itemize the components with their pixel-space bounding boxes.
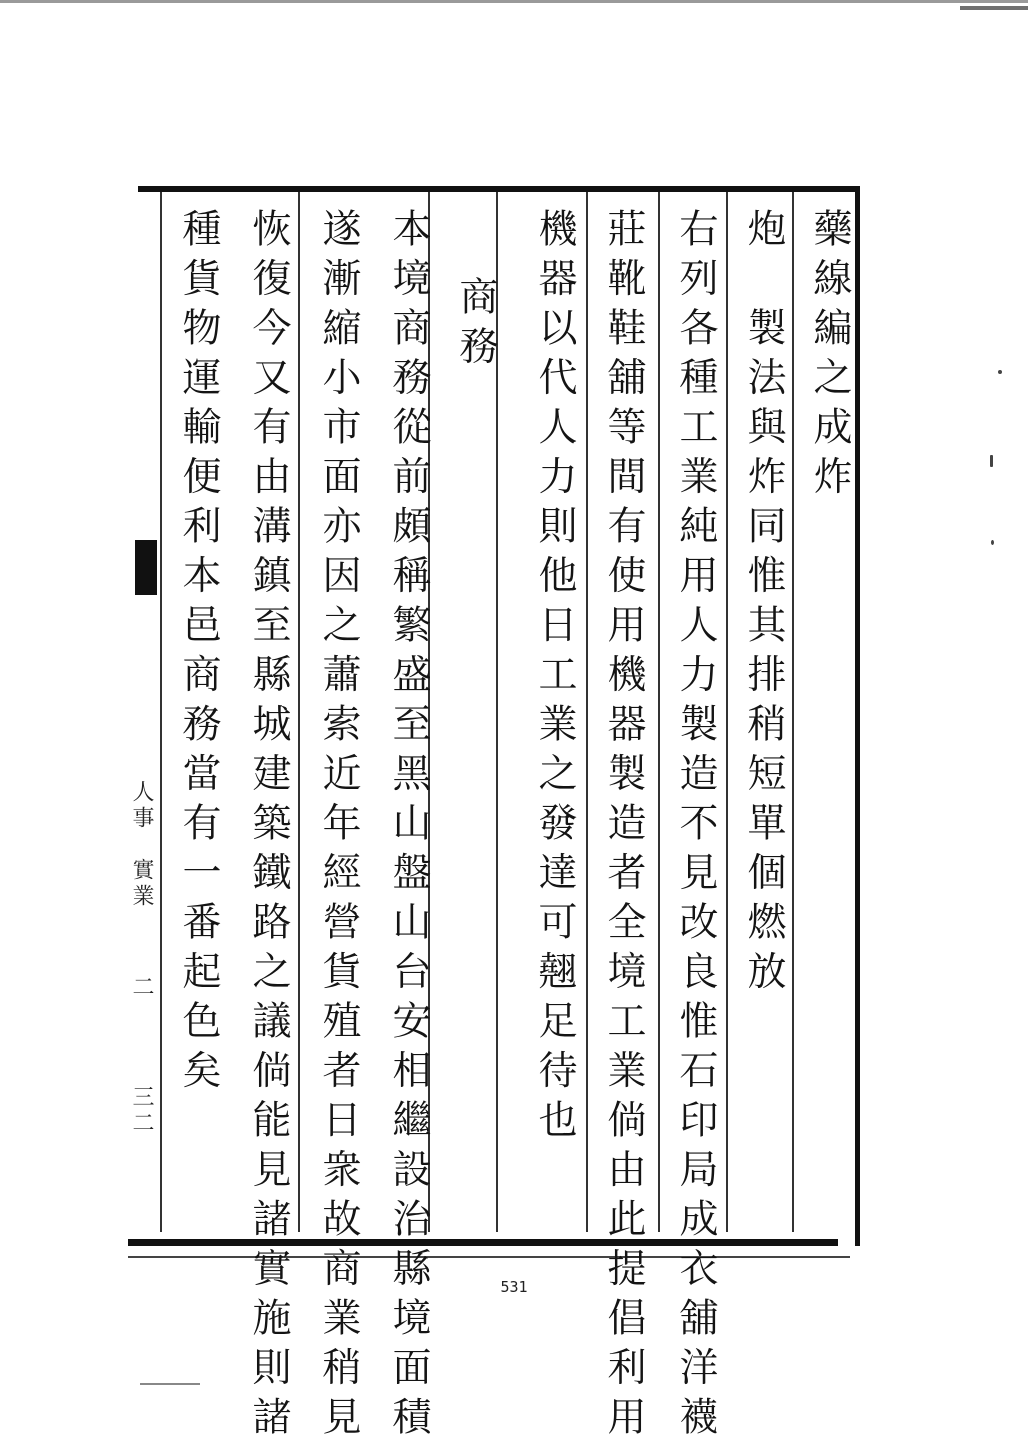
page-number: 531: [500, 1278, 528, 1296]
section-heading: 商務: [453, 276, 498, 375]
text-column-1: 藥線編之成炸: [807, 208, 852, 505]
text-column-2: 炮 製法與炸同惟其排稍短單個燃放: [741, 208, 786, 1000]
text-column-10: 種貨物運輸便利本邑商務當有一番起色矣: [176, 208, 221, 1099]
scan-top-edge-mark: [960, 6, 1028, 10]
margin-fish-tail-mark: [135, 540, 157, 595]
scan-top-edge: [0, 0, 1028, 3]
margin-leaf-number: 三二: [129, 1085, 154, 1137]
text-column-8: 遂漸縮小市面亦因之蕭索近年經營貨殖者日衆故商業稍見: [316, 208, 361, 1446]
frame-border-right: [855, 186, 860, 1246]
scan-edge-mark: [140, 1383, 200, 1385]
text-column-5: 機器以代人力則他日工業之發達可翹足待也: [532, 208, 577, 1149]
frame-border-top: [138, 186, 860, 192]
frame-border-bottom-thin: [128, 1256, 850, 1258]
frame-border-bottom: [128, 1239, 838, 1246]
column-rule: [586, 192, 588, 1232]
column-rule: [726, 192, 728, 1232]
column-rule: [658, 192, 660, 1232]
scan-speck: [991, 540, 994, 545]
text-column-3: 右列各種工業純用人力製造不見改良惟石印局成衣舖洋襪: [673, 208, 718, 1446]
column-rule: [298, 192, 300, 1232]
scan-speck: [990, 455, 993, 467]
column-rule: [160, 192, 162, 1232]
margin-section-title: 人事 實業: [129, 780, 154, 910]
text-column-4: 莊靴鞋舖等間有使用機器製造者全境工業倘由此提倡利用: [601, 208, 646, 1446]
scan-speck: [998, 370, 1002, 374]
text-column-9: 恢復今又有由溝鎮至縣城建築鐵路之議倘能見諸實施則諸: [246, 208, 291, 1446]
margin-volume-number: 二: [129, 975, 154, 1001]
text-column-7: 本境商務從前頗稱繁盛至黑山盤山台安相繼設治縣境面積: [386, 208, 431, 1446]
column-rule: [792, 192, 794, 1232]
